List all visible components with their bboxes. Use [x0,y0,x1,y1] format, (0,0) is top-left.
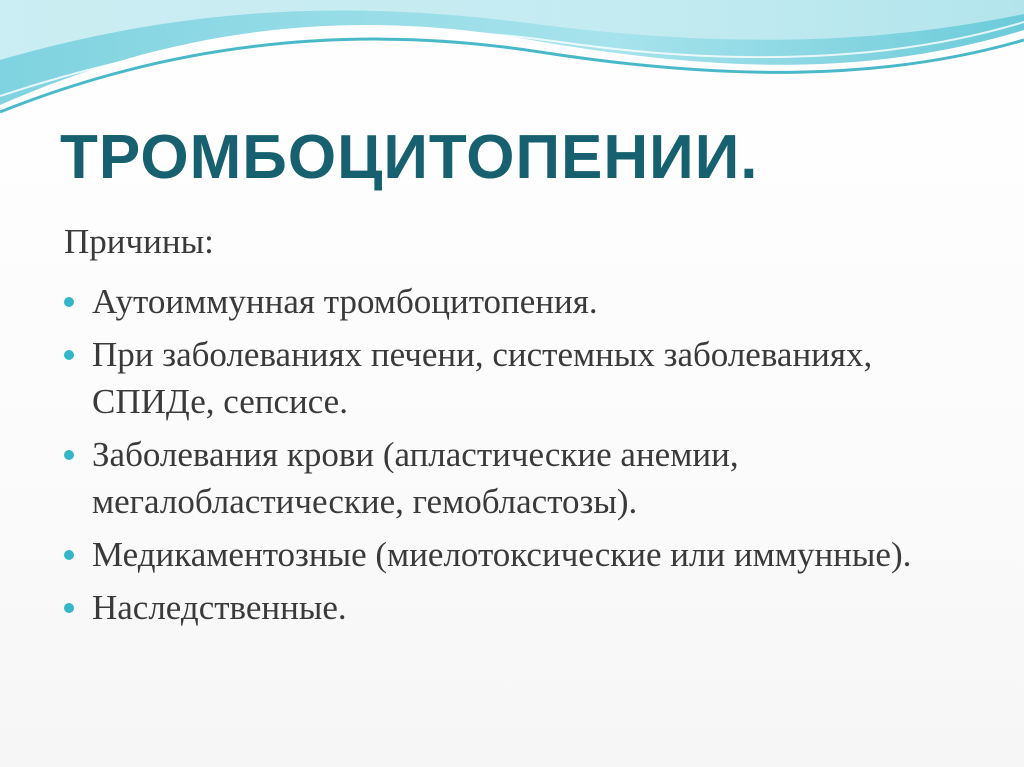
list-item-text: Аутоиммунная тромбоцитопения. [92,282,598,321]
bullet-dot-icon [64,297,74,307]
list-item [62,278,962,325]
bullet-dot-icon [64,450,74,460]
list-item [62,531,962,578]
subtitle: Причины: [64,222,214,261]
bullet-dot-icon [64,350,74,360]
decorative-wave [0,0,1024,120]
bullet-dot-icon [64,603,74,613]
list-item-text: Заболевания крови (апластические анемии, мегалобластические, гемобластозы). [92,435,739,521]
list-item [62,331,962,425]
bullet-dot-icon [64,550,74,560]
list-item-text: Медикаментозные (миелотоксические или иммунные). [92,535,912,574]
list-item [62,431,962,525]
list-item [62,584,962,631]
list-item-text: При заболеваниях печени, системных заболеваниях, СПИДе, сепсисе. [92,335,873,421]
list-item-text: Наследственные. [92,588,347,627]
slide-title: ТРОМБОЦИТОПЕНИИ. [60,123,759,192]
causes-list [62,278,962,637]
